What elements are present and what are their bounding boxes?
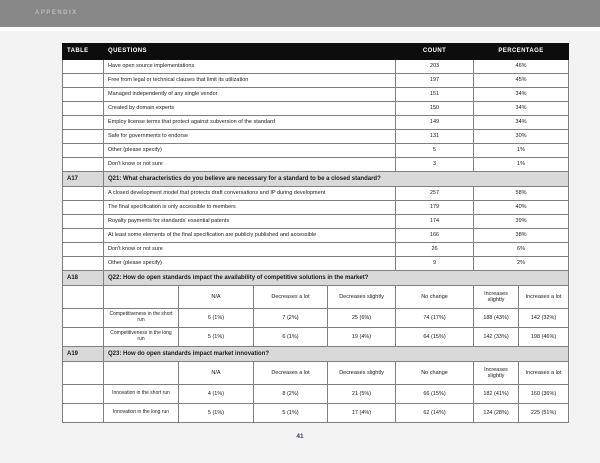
matrix-value-cell: 6 (1%) (254, 328, 328, 347)
table-id-cell (63, 328, 104, 347)
header-table: TABLE (63, 44, 104, 60)
matrix-value-cell: 17 (4%) (328, 404, 396, 423)
section-header-row (63, 271, 569, 286)
matrix-label-cell: Competitiveness in the short run (104, 309, 179, 328)
question-cell: Don't know or not sure (104, 243, 396, 257)
question-cell: Have open source implementations (104, 60, 396, 74)
question-cell: The final specification is only accessible to members (104, 201, 396, 215)
table-id-cell (63, 74, 104, 88)
appendix-table (62, 43, 569, 423)
question-cell: Royalty payments for standards' essential patents (104, 215, 396, 229)
matrix-column-header-row (63, 286, 569, 309)
count-cell: 3 (396, 158, 474, 172)
matrix-label-cell: Competitiveness in the long run (104, 328, 179, 347)
matrix-column-header: Decreases slightly (328, 362, 396, 385)
matrix-value-cell: 21 (5%) (328, 385, 396, 404)
page-number: 41 (296, 433, 304, 440)
matrix-value-cell: 124 (28%) (474, 404, 519, 423)
percentage-cell: 30% (474, 130, 569, 144)
matrix-value-cell: 8 (2%) (254, 385, 328, 404)
table-row (63, 229, 569, 243)
question-cell: Other (please specify) (104, 257, 396, 271)
matrix-row (63, 309, 569, 328)
count-cell: 203 (396, 60, 474, 74)
matrix-row (63, 404, 569, 423)
count-cell: 151 (396, 88, 474, 102)
percentage-cell: 39% (474, 215, 569, 229)
matrix-value-cell: 7 (2%) (254, 309, 328, 328)
count-cell: 26 (396, 243, 474, 257)
table-row (63, 60, 569, 74)
matrix-column-header: N/A (179, 362, 254, 385)
matrix-value-cell: 4 (1%) (179, 385, 254, 404)
table-row (63, 130, 569, 144)
matrix-value-cell: 5 (1%) (179, 404, 254, 423)
matrix-value-cell: 5 (1%) (254, 404, 328, 423)
matrix-value-cell: 25 (6%) (328, 309, 396, 328)
count-cell: 197 (396, 74, 474, 88)
matrix-row (63, 328, 569, 347)
table-id-cell (63, 144, 104, 158)
section-header-row (63, 172, 569, 187)
percentage-cell: 1% (474, 158, 569, 172)
matrix-value-cell: 74 (17%) (396, 309, 474, 328)
table-row (63, 243, 569, 257)
matrix-value-cell: 188 (43%) (474, 309, 519, 328)
table-id-cell (63, 385, 104, 404)
matrix-label-cell (104, 286, 179, 309)
question-cell: Other (please specify) (104, 144, 396, 158)
table-row (63, 116, 569, 130)
table-row (63, 88, 569, 102)
section-title-cell: Q21: What characteristics do you believe are necessary for a standard to be a closed standard? (104, 172, 569, 187)
table-row (63, 257, 569, 271)
question-cell: Safe for governments to endorse (104, 130, 396, 144)
table-id-cell (63, 362, 104, 385)
table-id-cell (63, 158, 104, 172)
table-row (63, 102, 569, 116)
matrix-row (63, 385, 569, 404)
matrix-value-cell: 142 (33%) (474, 328, 519, 347)
table-row (63, 144, 569, 158)
table-id-cell (63, 130, 104, 144)
matrix-column-header: Increases slightly (474, 362, 519, 385)
table-id-cell (63, 102, 104, 116)
header-percentage: PERCENTAGE (474, 44, 569, 60)
count-cell: 257 (396, 187, 474, 201)
matrix-column-header: Decreases a lot (254, 286, 328, 309)
section-title-cell: Q23: How do open standards impact market innovation? (104, 347, 569, 362)
matrix-value-cell: 225 (51%) (519, 404, 569, 423)
section-title-cell: Q22: How do open standards impact the availability of competitive solutions in the market? (104, 271, 569, 286)
count-cell: 5 (396, 144, 474, 158)
question-cell: At least some elements of the final specification are publicly published and accessible (104, 229, 396, 243)
question-cell: Managed independently of any single vendor (104, 88, 396, 102)
section-header-row (63, 347, 569, 362)
matrix-label-cell: Innovation in the short run (104, 385, 179, 404)
matrix-value-cell: 66 (15%) (396, 385, 474, 404)
appendix-label: APPENDIX (35, 10, 78, 16)
table-id-cell (63, 187, 104, 201)
percentage-cell: 6% (474, 243, 569, 257)
count-cell: 179 (396, 201, 474, 215)
count-cell: 9 (396, 257, 474, 271)
table-id-cell (63, 286, 104, 309)
percentage-cell: 34% (474, 116, 569, 130)
table-id-cell (63, 201, 104, 215)
matrix-column-header-row (63, 362, 569, 385)
table-row (63, 158, 569, 172)
percentage-cell: 45% (474, 74, 569, 88)
percentage-cell: 34% (474, 102, 569, 116)
matrix-label-cell (104, 362, 179, 385)
table-id-cell (63, 229, 104, 243)
table-row (63, 215, 569, 229)
matrix-value-cell: 142 (32%) (519, 309, 569, 328)
question-cell: Don't know or not sure (104, 158, 396, 172)
table-id-cell (63, 309, 104, 328)
section-id-cell: A19 (63, 347, 104, 362)
percentage-cell: 2% (474, 257, 569, 271)
section-id-cell: A17 (63, 172, 104, 187)
percentage-cell: 46% (474, 60, 569, 74)
matrix-column-header: No change (396, 362, 474, 385)
matrix-column-header: Decreases a lot (254, 362, 328, 385)
table-id-cell (63, 116, 104, 130)
matrix-value-cell: 19 (4%) (328, 328, 396, 347)
question-cell: Created by domain experts (104, 102, 396, 116)
matrix-column-header: Increases slightly (474, 286, 519, 309)
table-id-cell (63, 215, 104, 229)
topbar-divider (0, 27, 600, 31)
percentage-cell: 34% (474, 88, 569, 102)
matrix-column-header: Increases a lot (519, 286, 569, 309)
percentage-cell: 58% (474, 187, 569, 201)
matrix-column-header: No change (396, 286, 474, 309)
top-bar (0, 0, 600, 27)
table-id-cell (63, 60, 104, 74)
table-id-cell (63, 404, 104, 423)
table-row (63, 187, 569, 201)
matrix-label-cell: Innovation in the long run (104, 404, 179, 423)
matrix-value-cell: 62 (14%) (396, 404, 474, 423)
question-cell: Free from legal or technical clauses that limit its utilization (104, 74, 396, 88)
count-cell: 174 (396, 215, 474, 229)
table-id-cell (63, 88, 104, 102)
table-row (63, 74, 569, 88)
question-cell: A closed development model that protects draft conversations and IP during development (104, 187, 396, 201)
table-body (63, 60, 569, 423)
matrix-value-cell: 198 (46%) (519, 328, 569, 347)
matrix-value-cell: 5 (1%) (179, 328, 254, 347)
matrix-value-cell: 6 (1%) (179, 309, 254, 328)
matrix-column-header: N/A (179, 286, 254, 309)
matrix-value-cell: 182 (41%) (474, 385, 519, 404)
count-cell: 131 (396, 130, 474, 144)
table-row (63, 201, 569, 215)
count-cell: 150 (396, 102, 474, 116)
percentage-cell: 40% (474, 201, 569, 215)
table-id-cell (63, 257, 104, 271)
matrix-value-cell: 160 (36%) (519, 385, 569, 404)
matrix-value-cell: 64 (15%) (396, 328, 474, 347)
header-count: COUNT (396, 44, 474, 60)
count-cell: 166 (396, 229, 474, 243)
matrix-column-header: Decreases slightly (328, 286, 396, 309)
section-id-cell: A18 (63, 271, 104, 286)
percentage-cell: 1% (474, 144, 569, 158)
percentage-cell: 38% (474, 229, 569, 243)
header-questions: QUESTIONS (104, 44, 396, 60)
question-cell: Employ license terms that protect against subversion of the standard (104, 116, 396, 130)
table-header-row (63, 44, 569, 60)
count-cell: 149 (396, 116, 474, 130)
matrix-column-header: Increases a lot (519, 362, 569, 385)
table-id-cell (63, 243, 104, 257)
